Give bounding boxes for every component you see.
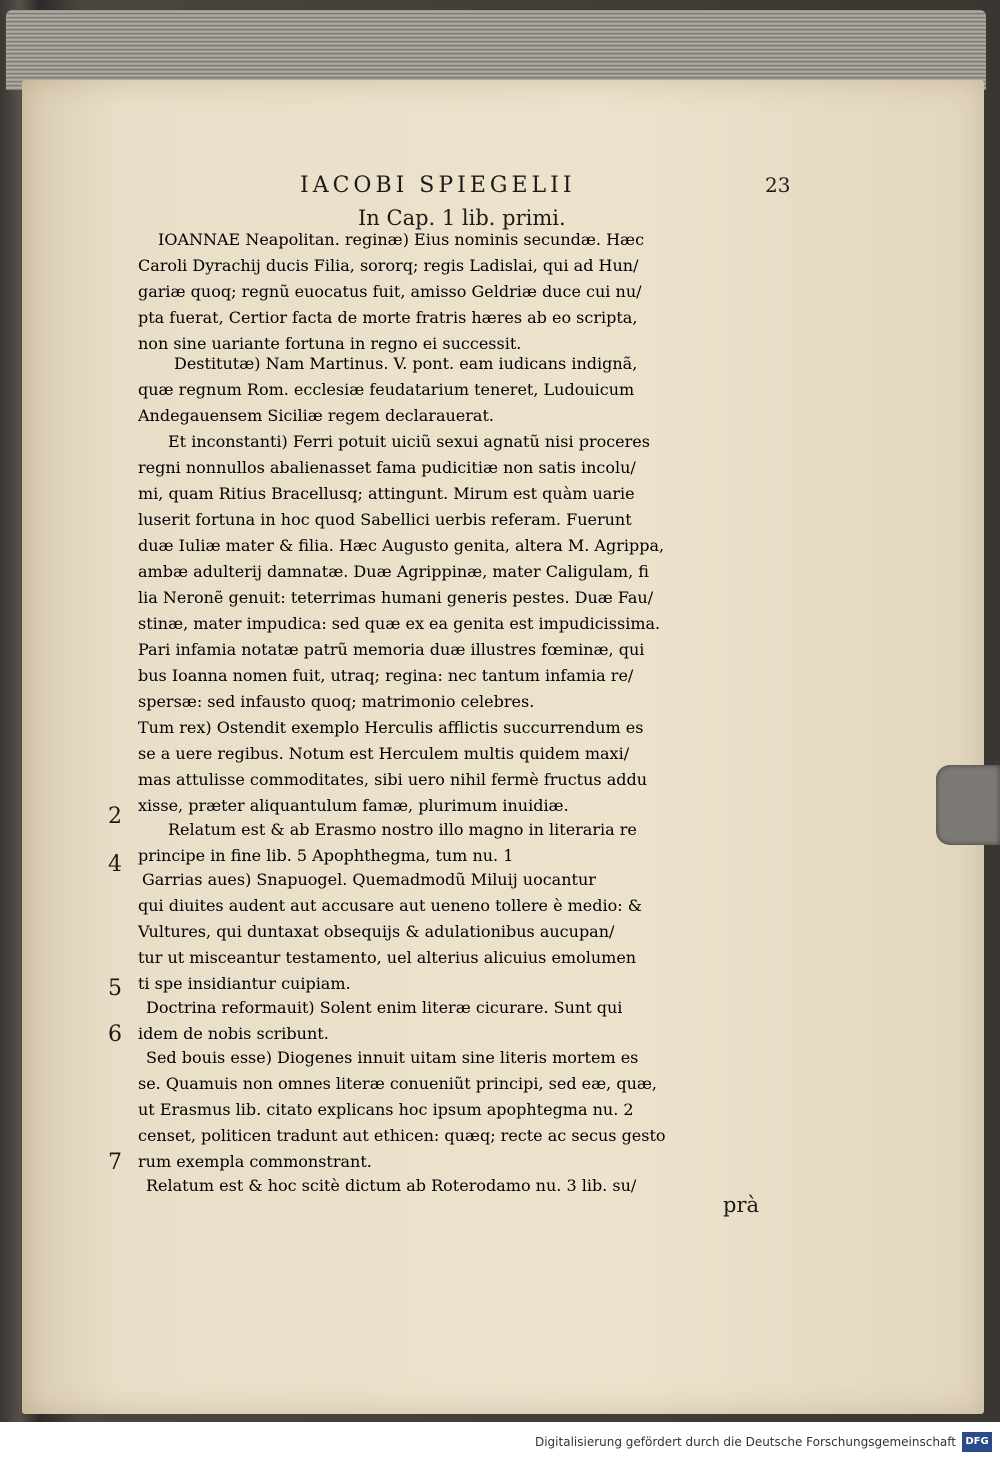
text-line: Destitutæ) Nam Martinus. V. pont. eam iudicans indignã, — [174, 354, 638, 373]
text-line: luserit fortuna in hoc quod Sabellici uerbis referam. Fuerunt — [138, 510, 632, 529]
text-line: qui diuites audent aut accusare aut ueneno tollere è medio: & — [138, 896, 642, 915]
dfg-logo: DFG — [962, 1432, 992, 1452]
text-line: stinæ, mater impudica: sed quæ ex ea genita est impudicissima. — [138, 614, 661, 633]
text-line: duæ Iuliæ mater & filia. Hæc Augusto genita, altera M. Agrippa, — [138, 536, 665, 555]
text-line: mi, quam Ritius Bracellusq; attingunt. Mirum est quàm uarie — [138, 484, 635, 503]
margin-number: 5 — [108, 976, 122, 1001]
text-line: se. Quamuis non omnes literæ conueniũt principi, sed eæ, quæ, — [138, 1074, 658, 1093]
text-line: ti spe insidiantur cuipiam. — [138, 974, 351, 993]
footer-bar — [0, 1422, 1000, 1466]
page-number: 23 — [765, 173, 791, 197]
text-line: Andegauensem Siciliæ regem declarauerat. — [138, 406, 494, 425]
text-line: Sed bouis esse) Diogenes innuit uitam sine literis mortem es — [146, 1048, 639, 1067]
section-subhead: In Cap. 1 lib. primi. — [358, 206, 566, 230]
text-line: pta fuerat, Certior facta de morte fratris hæres ab eo scripta, — [138, 308, 638, 327]
text-line: Relatum est & hoc scitè dictum ab Roterodamo nu. 3 lib. su/ — [146, 1176, 637, 1195]
text-line: IOANNAE Neapolitan. reginæ) Eius nominis secundæ. Hæc — [158, 230, 645, 249]
page-edges — [6, 10, 986, 90]
running-title: IACOBI SPIEGELII — [300, 173, 576, 198]
text-line: mas attulisse commoditates, sibi uero nihil fermè fructus addu — [138, 770, 648, 789]
catchword: prà — [723, 1193, 760, 1217]
text-line: Relatum est & ab Erasmo nostro illo magno in literaria re — [168, 820, 637, 839]
text-line: lia Neronẽ genuit: teterrimas humani generis pestes. Duæ Fau/ — [138, 588, 654, 607]
text-line: bus Ioanna nomen fuit, utraq; regina: nec tantum infamia re/ — [138, 666, 634, 685]
text-line: Vultures, qui duntaxat obsequijs & adulationibus aucupan/ — [138, 922, 615, 941]
text-line: ut Erasmus lib. citato explicans hoc ipsum apophtegma nu. 2 — [138, 1100, 634, 1119]
margin-number: 2 — [108, 804, 122, 829]
text-line: rum exempla commonstrant. — [138, 1152, 372, 1171]
text-line: gariæ quoq; regnũ euocatus fuit, amisso Geldriæ duce cui nu/ — [138, 282, 642, 301]
text-line: se a uere regibus. Notum est Herculem multis quidem maxi/ — [138, 744, 630, 763]
text-line: spersæ: sed infausto quoq; matrimonio celebres. — [138, 692, 535, 711]
text-line: xisse, præter aliquantulum famæ, plurimum inuidiæ. — [138, 796, 569, 815]
text-line: Garrias aues) Snapuogel. Quemadmodũ Miluij uocantur — [142, 870, 596, 889]
text-line: idem de nobis scribunt. — [138, 1024, 329, 1043]
text-line: Caroli Dyrachij ducis Filia, sororq; regis Ladislai, qui ad Hun/ — [138, 256, 639, 275]
page-clip — [936, 765, 1000, 845]
text-line: tur ut misceantur testamento, uel alterius alicuius emolumen — [138, 948, 637, 967]
text-line: Doctrina reformauit) Solent enim literæ cicurare. Sunt qui — [146, 998, 623, 1017]
text-line: censet, politicen tradunt aut ethicen: quæq; recte ac secus gesto — [138, 1126, 666, 1145]
margin-number: 6 — [108, 1022, 122, 1047]
text-line: Pari infamia notatæ patrũ memoria duæ illustres fœminæ, qui — [138, 640, 645, 659]
text-line: regni nonnullos abalienasset fama pudicitiæ non satis incolu/ — [138, 458, 636, 477]
text-line: principe in fine lib. 5 Apophthegma, tum nu. 1 — [138, 846, 514, 865]
text-line: non sine uariante fortuna in regno ei successit. — [138, 334, 522, 353]
text-line: Et inconstanti) Ferri potuit uiciũ sexui agnatũ nisi proceres — [168, 432, 650, 451]
footer-credit: Digitalisierung gefördert durch die Deutsche Forschungsgemeinschaft — [534, 1435, 956, 1449]
text-line: ambæ adulterij damnatæ. Duæ Agrippinæ, mater Caligulam, fi — [138, 562, 649, 581]
margin-number: 7 — [108, 1150, 122, 1175]
margin-number: 4 — [108, 852, 122, 877]
text-line: Tum rex) Ostendit exemplo Herculis afflictis succurrendum es — [138, 718, 644, 737]
text-line: quæ regnum Rom. ecclesiæ feudatarium teneret, Ludouicum — [138, 380, 635, 399]
